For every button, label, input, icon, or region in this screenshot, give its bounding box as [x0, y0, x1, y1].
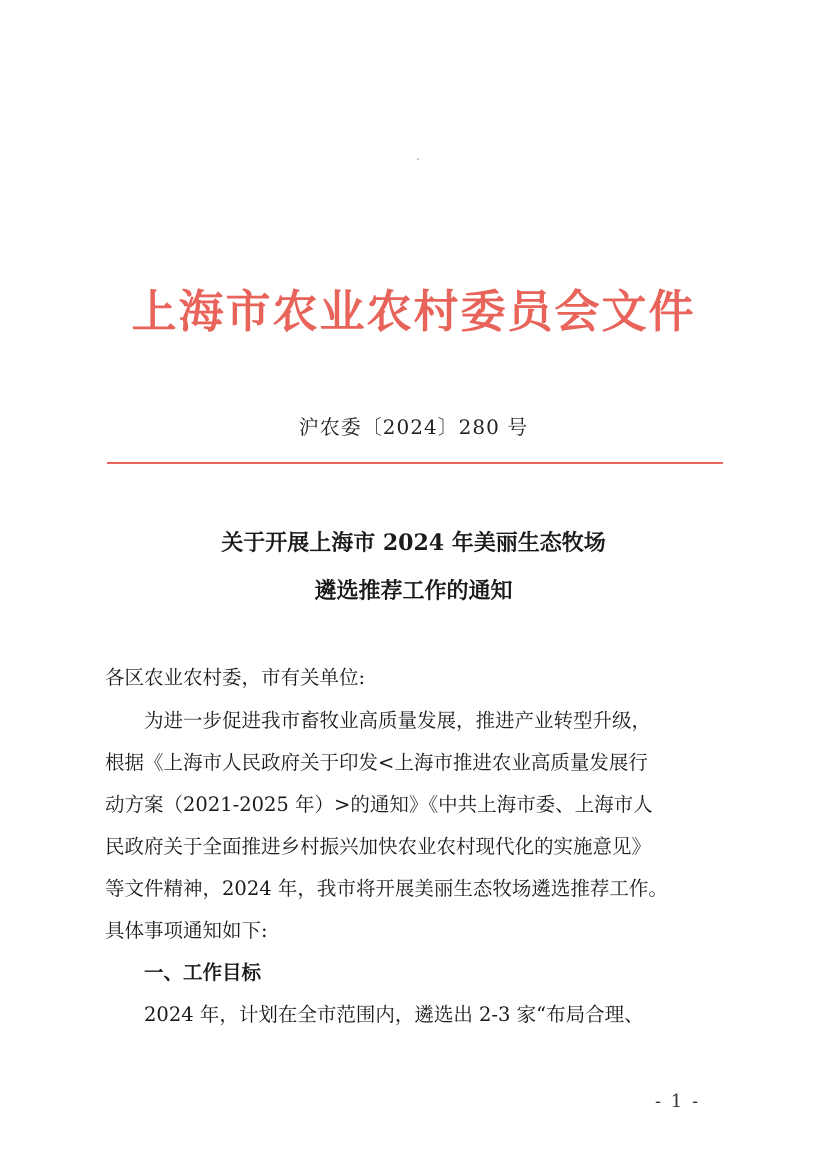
paragraph-line: 具体事项通知如下:	[105, 919, 268, 942]
paragraph-line: 2024 年，计划在全市范围内，遴选出 2-3 家“布局合理、	[144, 1003, 644, 1026]
paragraph-line: 民政府关于全面推进乡村振兴加快农业农村现代化的实施意见》	[105, 835, 652, 858]
paragraph-line: 等文件精神，2024 年，我市将开展美丽生态牧场遴选推荐工作。	[105, 877, 668, 900]
red-divider-line	[107, 462, 723, 464]
notice-title-line-1: 关于开展上海市 2024 年美丽生态牧场	[221, 530, 606, 556]
paragraph-line: 为进一步促进我市畜牧业高质量发展，推进产业转型升级，	[144, 709, 652, 732]
page-number: - 1 -	[655, 1091, 701, 1112]
notice-title-line-2: 遴选推荐工作的通知	[314, 578, 513, 604]
paragraph-line: 根据《上海市人民政府关于印发<上海市推进农业高质量发展行	[105, 751, 648, 774]
section-heading: 一、工作目标	[144, 961, 262, 984]
salutation: 各区农业农村委，市有关单位:	[105, 666, 366, 689]
masthead-title: 上海市农业农村委员会文件	[131, 285, 696, 338]
document-number: 沪农委〔2024〕280 号	[298, 415, 529, 439]
paragraph-line: 动方案（2021-2025 年）>的通知》《中共上海市委、上海市人	[105, 793, 653, 816]
scan-speck	[417, 158, 419, 160]
